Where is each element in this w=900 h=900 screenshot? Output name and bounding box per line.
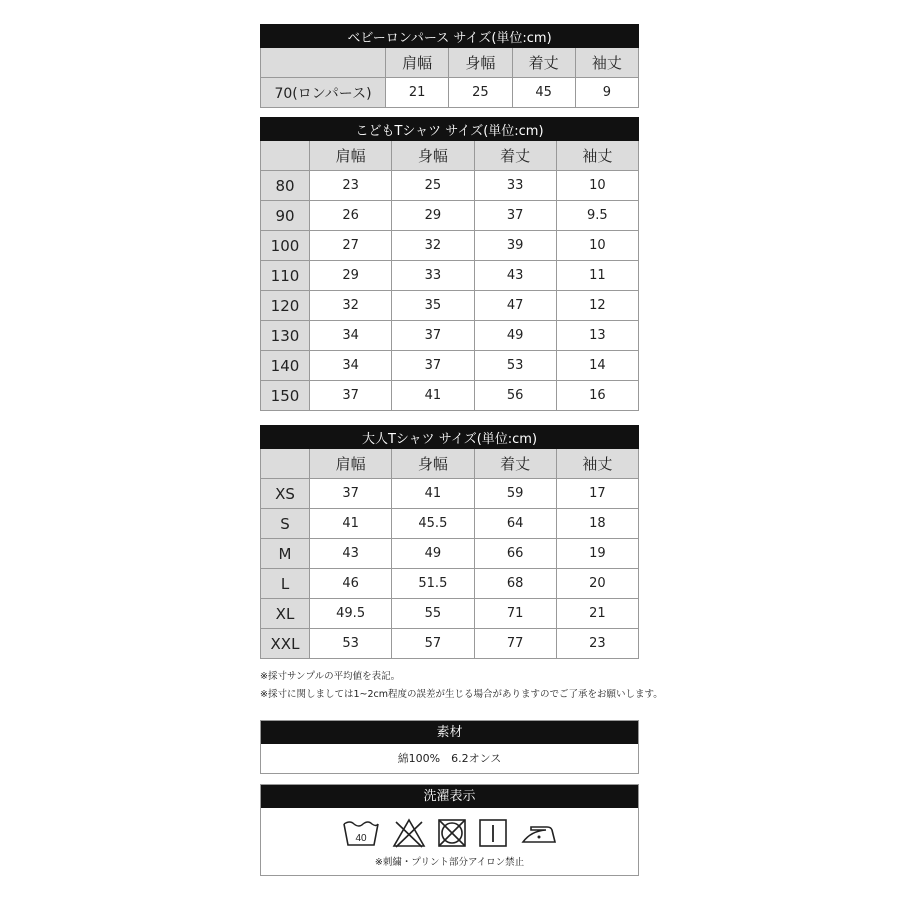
row-size-label: 90 [261, 201, 310, 231]
table-cell: 57 [392, 629, 474, 659]
table-cell: 45 [512, 78, 575, 108]
care-title: 洗濯表示 [261, 785, 638, 808]
table-cell: 66 [474, 539, 556, 569]
table-row [261, 231, 639, 261]
row-size-label: 80 [261, 171, 310, 201]
adult-corner-cell [261, 449, 310, 479]
table-row [261, 479, 639, 509]
table-cell: 41 [392, 479, 474, 509]
baby-corner-cell [261, 48, 386, 78]
no-bleach-icon [392, 818, 426, 848]
table-cell: 21 [556, 599, 638, 629]
baby-col-header: 肩幅 [386, 48, 449, 78]
table-cell: 49.5 [310, 599, 392, 629]
table-cell: 27 [310, 231, 392, 261]
kids-col-header: 肩幅 [310, 141, 392, 171]
table-cell: 64 [474, 509, 556, 539]
baby-col-header: 着丈 [512, 48, 575, 78]
table-cell: 51.5 [392, 569, 474, 599]
table-row [261, 351, 639, 381]
wash-temp-label: 40 [354, 833, 367, 844]
kids-col-header: 身幅 [392, 141, 474, 171]
row-size-label: 120 [261, 291, 310, 321]
table-cell: 25 [392, 171, 474, 201]
table-cell: 26 [310, 201, 392, 231]
kids-size-table [260, 117, 639, 411]
table-cell: 33 [392, 261, 474, 291]
table-cell: 39 [474, 231, 556, 261]
table-cell: 12 [556, 291, 638, 321]
note-line: ※採寸サンプルの平均値を表記。 [260, 671, 401, 682]
table-cell: 21 [386, 78, 449, 108]
material-box [260, 720, 639, 774]
table-cell: 14 [556, 351, 638, 381]
table-row [261, 569, 639, 599]
table-row [261, 261, 639, 291]
table-row [261, 321, 639, 351]
table-cell: 55 [392, 599, 474, 629]
adult-table-title: 大人Tシャツ サイズ(単位:cm) [261, 426, 639, 449]
table-cell: 9 [575, 78, 638, 108]
row-size-label: 150 [261, 381, 310, 411]
kids-corner-cell [261, 141, 310, 171]
table-cell: 43 [310, 539, 392, 569]
table-row [261, 78, 639, 108]
adult-size-table [260, 425, 639, 659]
table-cell: 59 [474, 479, 556, 509]
table-cell: 17 [556, 479, 638, 509]
table-cell: 37 [392, 321, 474, 351]
line-dry-icon [478, 818, 508, 848]
baby-col-header: 身幅 [449, 48, 512, 78]
table-cell: 10 [556, 171, 638, 201]
table-cell: 37 [310, 479, 392, 509]
table-cell: 33 [474, 171, 556, 201]
row-size-label: XS [261, 479, 310, 509]
baby-size-table [260, 24, 639, 108]
kids-size-table-block [260, 117, 639, 411]
table-cell: 46 [310, 569, 392, 599]
adult-col-header: 袖丈 [556, 449, 638, 479]
adult-col-header: 着丈 [474, 449, 556, 479]
table-cell: 20 [556, 569, 638, 599]
table-cell: 16 [556, 381, 638, 411]
care-body [261, 808, 638, 875]
table-cell: 41 [310, 509, 392, 539]
row-size-label: L [261, 569, 310, 599]
table-cell: 77 [474, 629, 556, 659]
table-cell: 34 [310, 351, 392, 381]
table-cell: 23 [310, 171, 392, 201]
table-cell: 13 [556, 321, 638, 351]
table-cell: 37 [310, 381, 392, 411]
table-row [261, 381, 639, 411]
baby-col-header: 袖丈 [575, 48, 638, 78]
table-cell: 10 [556, 231, 638, 261]
table-row [261, 201, 639, 231]
table-cell: 41 [392, 381, 474, 411]
table-cell: 53 [310, 629, 392, 659]
table-cell: 34 [310, 321, 392, 351]
row-size-label: 70(ロンパース) [261, 78, 386, 108]
row-size-label: 130 [261, 321, 310, 351]
size-notes [260, 668, 663, 704]
kids-col-header: 着丈 [474, 141, 556, 171]
table-row [261, 629, 639, 659]
table-cell: 32 [392, 231, 474, 261]
row-size-label: XL [261, 599, 310, 629]
row-size-label: M [261, 539, 310, 569]
adult-size-table-block [260, 425, 639, 659]
adult-col-header: 身幅 [392, 449, 474, 479]
table-cell: 37 [392, 351, 474, 381]
table-cell: 43 [474, 261, 556, 291]
table-cell: 49 [392, 539, 474, 569]
table-cell: 11 [556, 261, 638, 291]
table-cell: 71 [474, 599, 556, 629]
table-cell: 18 [556, 509, 638, 539]
table-cell: 47 [474, 291, 556, 321]
baby-table-title: ベビーロンパース サイズ(単位:cm) [261, 25, 639, 48]
table-row [261, 599, 639, 629]
material-title: 素材 [261, 721, 638, 744]
table-cell: 68 [474, 569, 556, 599]
iron-low-icon [519, 818, 559, 848]
table-row [261, 539, 639, 569]
row-size-label: 100 [261, 231, 310, 261]
table-cell: 29 [392, 201, 474, 231]
care-box [260, 784, 639, 876]
row-size-label: 140 [261, 351, 310, 381]
no-tumble-dry-icon [437, 818, 467, 848]
table-cell: 29 [310, 261, 392, 291]
baby-size-table-block [260, 24, 639, 108]
table-cell: 53 [474, 351, 556, 381]
adult-col-header: 肩幅 [310, 449, 392, 479]
material-text: 綿100% 6.2オンス [397, 752, 502, 765]
table-cell: 9.5 [556, 201, 638, 231]
row-size-label: XXL [261, 629, 310, 659]
table-cell: 35 [392, 291, 474, 321]
row-size-label: 110 [261, 261, 310, 291]
wash-40-icon [341, 818, 381, 848]
note-line: ※採寸に関しましては1~2cm程度の誤差が生じる場合がありますのでご了承をお願いします。 [260, 689, 663, 700]
kids-col-header: 袖丈 [556, 141, 638, 171]
table-row [261, 171, 639, 201]
table-row [261, 509, 639, 539]
table-cell: 19 [556, 539, 638, 569]
care-icons [261, 808, 638, 848]
table-cell: 45.5 [392, 509, 474, 539]
table-row [261, 291, 639, 321]
row-size-label: S [261, 509, 310, 539]
care-note: ※刺繍・プリント部分アイロン禁止 [374, 857, 525, 868]
table-cell: 23 [556, 629, 638, 659]
kids-table-title: こどもTシャツ サイズ(単位:cm) [261, 118, 639, 141]
table-cell: 32 [310, 291, 392, 321]
table-cell: 25 [449, 78, 512, 108]
table-cell: 37 [474, 201, 556, 231]
table-cell: 56 [474, 381, 556, 411]
table-cell: 49 [474, 321, 556, 351]
